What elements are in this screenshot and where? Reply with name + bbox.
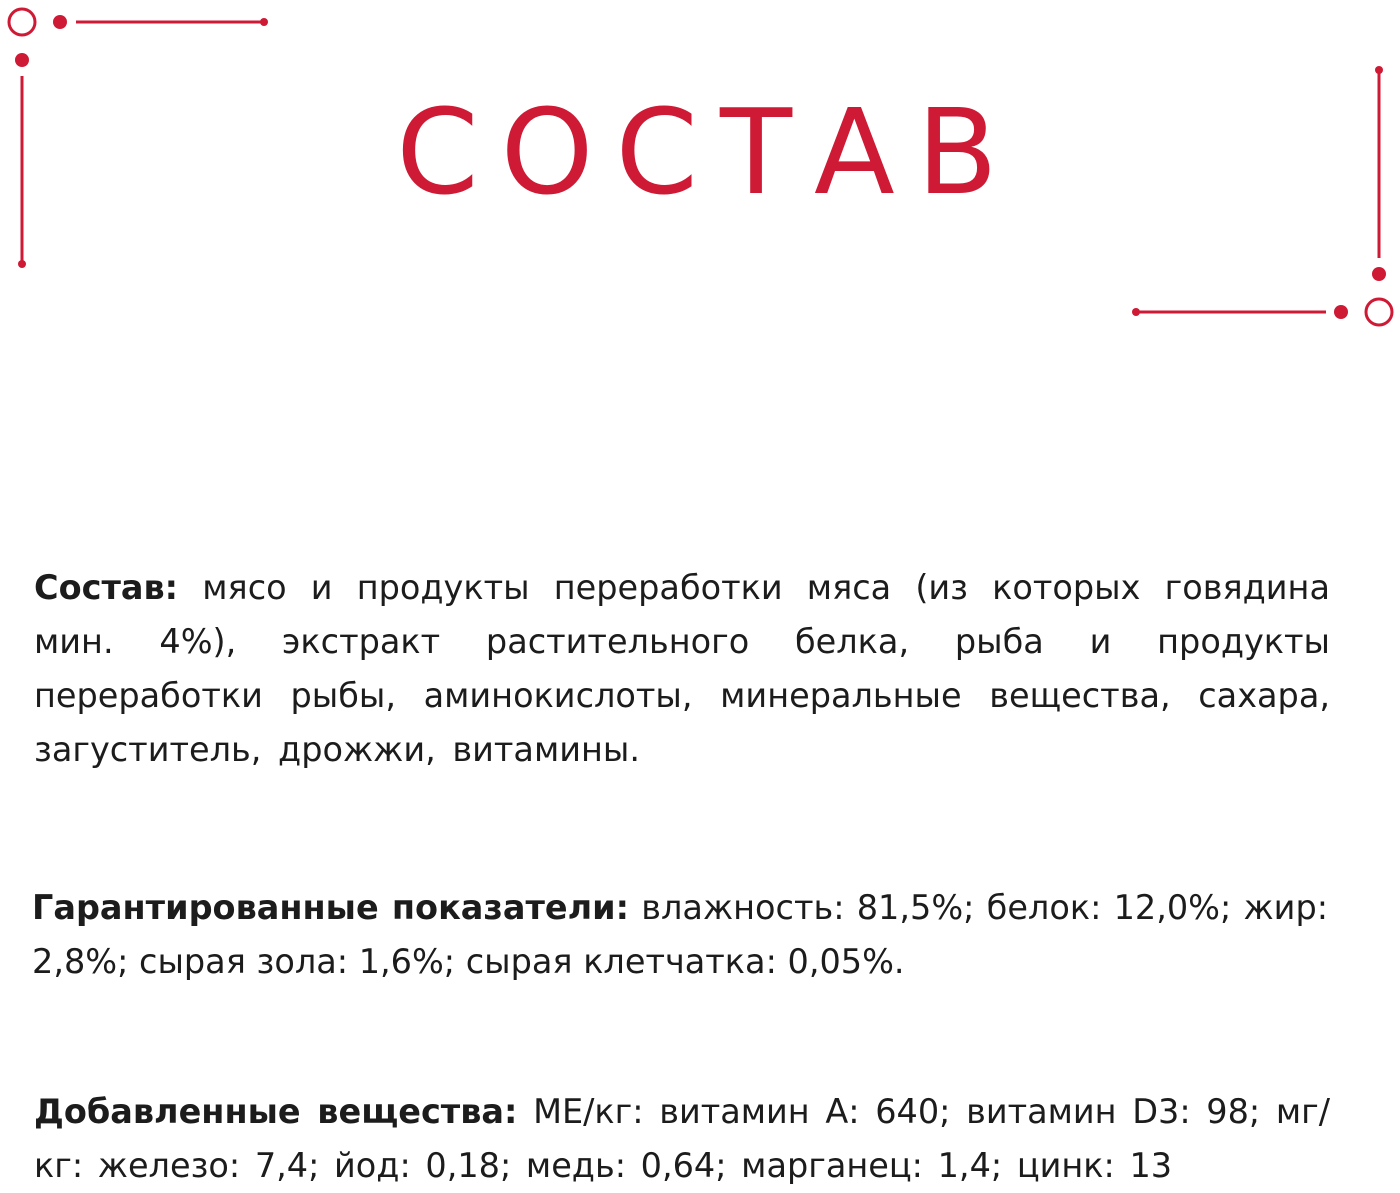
guaranteed-label: Гарантированные показатели:	[32, 888, 630, 927]
composition-text: мясо и продукты переработки мяса (из которых говядина мин. 4%), экстракт растительного белка, рыба и продукты переработки рыбы, аминокислоты, минеральные вещества, сахара, загуститель, дрожжи, витамины.	[34, 568, 1330, 769]
guaranteed-text: влажность: 81,5%; белок: 12,0%; жир: 2,8%; сырая зола: 1,6%; сырая клетчатка: 0,05%.	[32, 888, 1329, 981]
composition-paragraph	[34, 561, 1330, 777]
guaranteed-paragraph	[32, 881, 1328, 989]
additives-text: МЕ/кг: витамин А: 640; витамин D3: 98; мг/кг: железо: 7,4; йод: 0,18; медь: 0,64; марганец: 1,4; цинк: 13	[34, 1092, 1330, 1185]
additives-paragraph	[34, 1085, 1330, 1193]
page-title: СОСТАВ	[396, 83, 1020, 221]
composition-label: Состав:	[34, 568, 179, 607]
additives-label: Добавленные вещества:	[34, 1092, 518, 1131]
